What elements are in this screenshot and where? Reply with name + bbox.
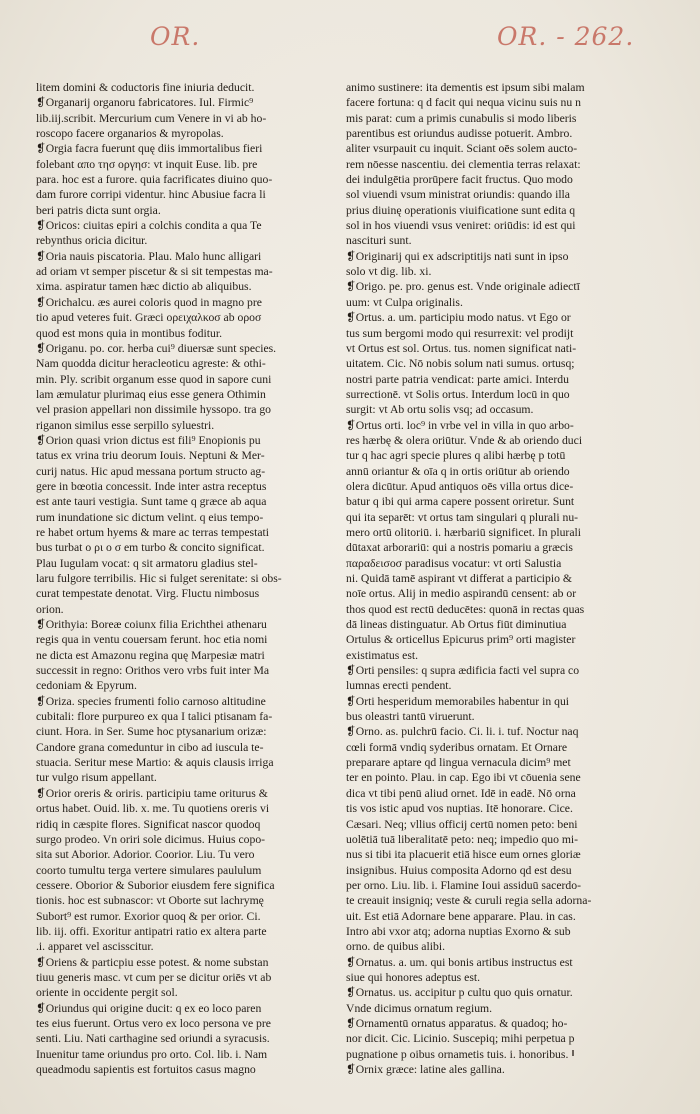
text-line: ❡Orgia facra fuerunt quę diis immortalibus fieri [36,142,263,156]
text-line: tur q hac agri specie plures q alibi hærbę p totū [346,449,566,463]
text-line: ❡Orion quasi vrion dictus est fili⁹ Enopionis pu [36,433,261,447]
text-line: senti. Liu. Nati carthagine sed oriundi a syracusis. [36,1032,270,1046]
text-line: successit in regno: Orithos vero vrbs fuit inter Ma [36,664,270,678]
text-line: queadmodu sapientis est fortuitos casus magno [36,1063,256,1076]
text-line: pugnatione p oibus ornametis tuis. i. honoribus. [346,1047,569,1061]
text-line: beri patris dicta sunt orgia. [36,203,161,217]
text-line: animo sustinere: ita dementis est ipsum sibi malam [346,81,585,94]
text-line: .i. apparet vel ascisscitur. [36,940,154,954]
text-line: ❡Ornix græce: latine ales gallina. [346,1063,505,1076]
text-line: surgo prodeo. Vn oriri sole dicimus. Huius copo- [36,832,266,846]
text-line: regis qua in ventu couersam ferunt. hoc etia nomi [36,633,268,647]
text-line: thos quod est rectū deducētes: quonā in rectas quas [346,602,585,616]
text-line: cedoniam & Epyrum. [36,679,137,693]
text-line: ni. Quidā tamē aspirant vt differat a participio & [346,572,572,585]
text-line: ❡Ornatus. a. um. qui bonis artibus instructus est [346,955,573,969]
text-line: ❡Oriundus qui origine ducit: q ex eo loco paren [36,1001,262,1015]
text-line: ❡Origo. pe. pro. genus est. Vnde originale adiectī [346,280,580,294]
text-line: bus turbat ο ρι ο σ em turbo & concito significat. [36,541,265,555]
text-line: ❡Orti pensiles: q supra ædificia facti vel supra co [346,664,580,678]
text-line: dā lineas distinguatur. Ab Ortus fiūt diminutiua [346,618,567,632]
text-line: ciunt. Hora. in Ser. Sume hoc ptysanarium orizæ: [36,725,267,739]
text-line: prius diuinę operationis viuificatione sunt edita q [346,203,576,217]
text-line: coorto tumultu terga vertere simulares paululum [36,863,262,877]
text-line: per orno. Liu. lib. i. Flamine Ioui assiduū sacerdo- [346,878,581,892]
text-line: sol viuendi vsum ministrat oriundis: quando illa [346,188,570,202]
text-line: para. hoc est a furore. quia facrificates diuino quo- [36,173,273,187]
text-line: tatus ex vrina triu deorum Iouis. Neptuni & Mer- [36,449,265,463]
text-line: uum: vt Culpa originalis. [346,295,463,309]
text-line: sol in hos viuendi vsus veniret: oriūdis: id est qui [346,219,576,233]
text-line: nor dicit. Cic. Licinio. Suscepiq; mihi perpetua p [346,1032,575,1046]
text-line: ❡Ortus orti. loc⁹ in vrbe vel in villa in quo arbo- [346,418,574,432]
text-line: ❡Originarij qui ex adscriptitijs nati sunt in ipso [346,249,569,263]
text-line: aliter vsurpauit cu inquit. Sciant oēs solem aucto- [346,142,578,156]
text-line: tes eius fuerunt. Ortus vero ex loco persona ve pre [36,1016,271,1030]
text-line: dūtaxat arborariū: qui a nostris pomariu a græcis [346,541,573,555]
text-line: ❡Origanu. po. cor. herba cui⁹ diuersæ sunt species. [36,341,277,355]
header-annotation-right: OR. - 262. [497,22,635,51]
text-line: re habet ortum hyems & mare ac terras tempestati [36,525,270,539]
text-line: cubitali: flore purpureo ex qua I talici ptisanam fa- [36,710,273,724]
text-line: gere in bœotia concessit. Inde inter astra receptus [36,479,267,493]
text-line: tus sum bergomi modo qui resurrexit: vel prodijt [346,326,574,340]
text-line: folebant απο τησ οργησ: vt inquit Euse. lib. pre [36,157,258,171]
text-line: ❡Orti hesperidum memorabiles habentur in qui [346,694,570,708]
text-line: est ante tauri vestigia. Sunt tame q græce ab aqua [36,495,267,509]
text-line: ne dicta est Amazonu regina quę Marpesiæ matri [36,648,265,662]
text-line: riganon similus esse serpillo syluestri. [36,418,215,432]
text-line: siue qui honores adeptus est. [346,970,481,984]
text-line: uitatem. Cic. Nō nobis solum nati sumus. ortusq; [346,357,575,371]
text-line: batur q ibi qui arma capere possent oriretur. Sunt [346,495,575,509]
text-line: solo vt dig. lib. xi. [346,265,432,279]
text-line: tur vulgo risum appellant. [36,771,157,785]
text-line: quod est mons quia in montibus foditur. [36,326,223,340]
text-line: ridiq in cæspite flores. Significat nascor quodoq [36,817,261,831]
text-line: existimatus est. [346,648,419,662]
text-line: ❡Oria nauis piscatoria. Plau. Malo hunc alligari [36,249,262,263]
text-line: ❡Organarij organoru fabricatores. Iul. Firmic⁹ [36,96,254,110]
text-line: lib. iij. offi. Exoritur antipatri ratio ex altera parte [36,924,267,938]
text-line: uit. Est etiā Adornare bene apparare. Plau. in cas. [346,909,576,923]
text-line: orno. de quibus alibi. [346,940,446,954]
text-line: olera dicūtur. Apud antiquos oēs villa ortus dice- [346,479,574,493]
text-line: ❡Orithyia: Boreæ coiunx filia Erichthei athenaru [36,618,267,632]
text-line: Cæsari. Neq; vllius officij certū nomen peto: beni [346,817,578,831]
text-line: stuacia. Seritur mese Martio: & aquis clausis irriga [36,756,274,770]
text-line: ❡Ortus. a. um. participiu modo natus. vt Ego or [346,311,571,325]
text-line: oriente in occidente pergit sol. [36,986,178,1000]
text-line: dam furore corripi videntur. hinc Abusiue facra li [36,188,266,202]
text-line: nostri parte patria vendicat: parte amici. Interdu [346,372,569,386]
right-text-column [346,80,646,1077]
text-line: tis vos istic apud vos nuptias. Itē honorare. Cice. [346,802,573,816]
text-line: curat tempestate denotat. Virg. Fluctu nimbosus [36,587,260,601]
text-line: tio apud veteres fuit. Græci ορειχαλκοσ ab οροσ [36,311,262,325]
text-line: litem domini & coductoris fine iniuria deducit. [36,81,255,94]
text-line: res hærbę & olera oriūtur. Vnde & ab oriendo duci [346,433,583,447]
text-line: mis parat: cum a primis cunabulis si modo liberis [346,111,577,125]
text-line: Ortulus & orticellus Epicurus prim⁹ orti magister [346,633,576,647]
text-line: ❡Ornamentū ornatus apparatus. & quadoq; ho- [346,1016,568,1030]
text-line: Intro abi vxor atq; adorna nuptias Exorno & sub [346,924,571,938]
text-line: facere fortuna: q d facit qui nequa vicinu suis nu n [346,96,581,110]
text-line: rebynthus oricia dicitur. [36,234,148,248]
text-line: ter en pointo. Plau. in cap. Ego ibi vt cōuenia sene [346,771,581,785]
text-line: vel prasion appellari non dissimile hyssopo. tra go [36,403,272,417]
text-line: ❡Oricos: ciuitas epiri a colchis condita a qua Te [36,219,262,233]
text-line: ❡Ornatus. us. accipitur p cultu quo quis ornatur. [346,986,573,1000]
text-line: lib.iij.scribit. Mercurium cum Venere in vi ab ho- [36,111,267,125]
text-line: orion. [36,602,64,616]
left-text-column [36,80,336,1077]
text-line: Nam quodda dicitur heracleoticu agreste: & othi- [36,357,266,371]
text-line: xima. aspiratur tamen hæc dictio ab aliquibus. [36,280,252,294]
text-line: surrectionē. vt Solis ortus. Interdum locū in quo [346,387,570,401]
text-line: annū oriantur & oīa q in ortis oriūtur ab oriendo [346,464,570,478]
text-line: ad oriam vt semper piscetur & si sit tempestas ma- [36,265,273,279]
text-line: παραδεισοσ paradisus vocatur: vt orti Salustia [346,556,562,570]
text-line: Candore grana comeduntur in cibo ad iuscula te- [36,740,264,754]
text-line: noīe ortus. Alij in medio aspirandū censent: ab or [346,587,577,601]
text-line: cœli formā vndiq syderibus ornatam. Et Ornare [346,740,568,754]
text-line: Plau Iugulam vocat: q sit armatoru gladius stel- [36,556,258,570]
text-line: lumnas erecti pendent. [346,679,452,693]
text-line: tiuu generis masc. vt cum per se dicitur oriēs vt ab [36,970,272,984]
text-line: insignibus. Huius composita Adorno qd est desu [346,863,572,877]
text-line: nascituri sunt. [346,234,412,248]
text-line: parentibus est oriundus audisse potuerit. Ambro. [346,127,573,141]
text-line: uolētiā tuā liberalitatē peto: neq; impedio quo mi- [346,832,579,846]
text-line: curij natus. Hic apud messana portum structo ag- [36,464,266,478]
text-line: ❡Orichalcu. æs aurei coloris quod in magno pre [36,295,262,309]
text-line: bus oleastri tantū viruerunt. [346,710,475,724]
text-line: ❡Oriza. species frumenti folio carnoso altitudine [36,694,266,708]
text-line: vt Ortus est sol. Ortus. tus. nomen significat nati- [346,341,577,355]
text-line: dica vt tibi penū aliud ornet. Idē in eadē. Nō orna [346,786,576,800]
text-line: cessere. Oborior & Suborior eiusdem fere significa [36,878,275,892]
text-line: te creauit insigniq; veste & curuli regia sella adorna- [346,894,592,908]
text-line: lam æmulatur plurimaq eius esse genera Othimin [36,387,266,401]
text-line: tionis. hoc est subnascor: vt Oborte sut lachrymę [36,894,264,908]
text-line: ortus habet. Ouid. lib. x. me. Tu quotiens oreris vi [36,802,270,816]
text-line: laru fulgore terribilis. Hic si fulget serenitate: si obs- [36,572,282,585]
text-line: min. Ply. scribit organum esse quod in sapore cuni [36,372,272,386]
text-line: qui ita separēt: vt ortus tam singulari q plurali nu- [346,510,579,524]
text-line: ❡Oriens & particpiu esse potest. & nome substan [36,955,269,969]
text-line: rum inundatione sic dictum velint. q eius tempo- [36,510,264,524]
text-line: surgit: vt Ab ortu solis vsq; ad occasum. [346,403,534,417]
text-line: rem nōesse nascentiu. dei clementia terras relaxat: [346,157,581,171]
text-line: preparare aptare qd lingua vernacula dicim⁹ met [346,756,571,770]
text-line: ❡Orno. as. pulchrū facio. Ci. li. i. tuf. Noctur naq [346,725,579,739]
text-line: Subort⁹ est rumor. Exorior quoq & per orior. Ci. [36,909,261,923]
text-line: mero ortū olitoriū. i. hærbariū significet. In plurali [346,525,581,539]
text-line: sita sut Aborior. Adorior. Coorior. Liu. Tu vero [36,848,255,862]
header-annotation-left: OR. [150,22,201,51]
text-line: Inuenitur tame oriundus pro orto. Col. lib. i. Nam [36,1047,268,1061]
text-line: roscopo facere organarios & myropolas. [36,127,224,141]
text-line: Vnde dicimus ornatum regium. [346,1001,493,1015]
ink-mark [572,1050,574,1056]
text-line: dei indulgētia prorūpere facit fructus. Quo modo [346,173,573,187]
text-line: nus si tibi ita placuerit etiā hisce eum ornes gloriæ [346,848,581,862]
text-line: ❡Orior oreris & oriris. participiu tame oriturus & [36,786,268,800]
